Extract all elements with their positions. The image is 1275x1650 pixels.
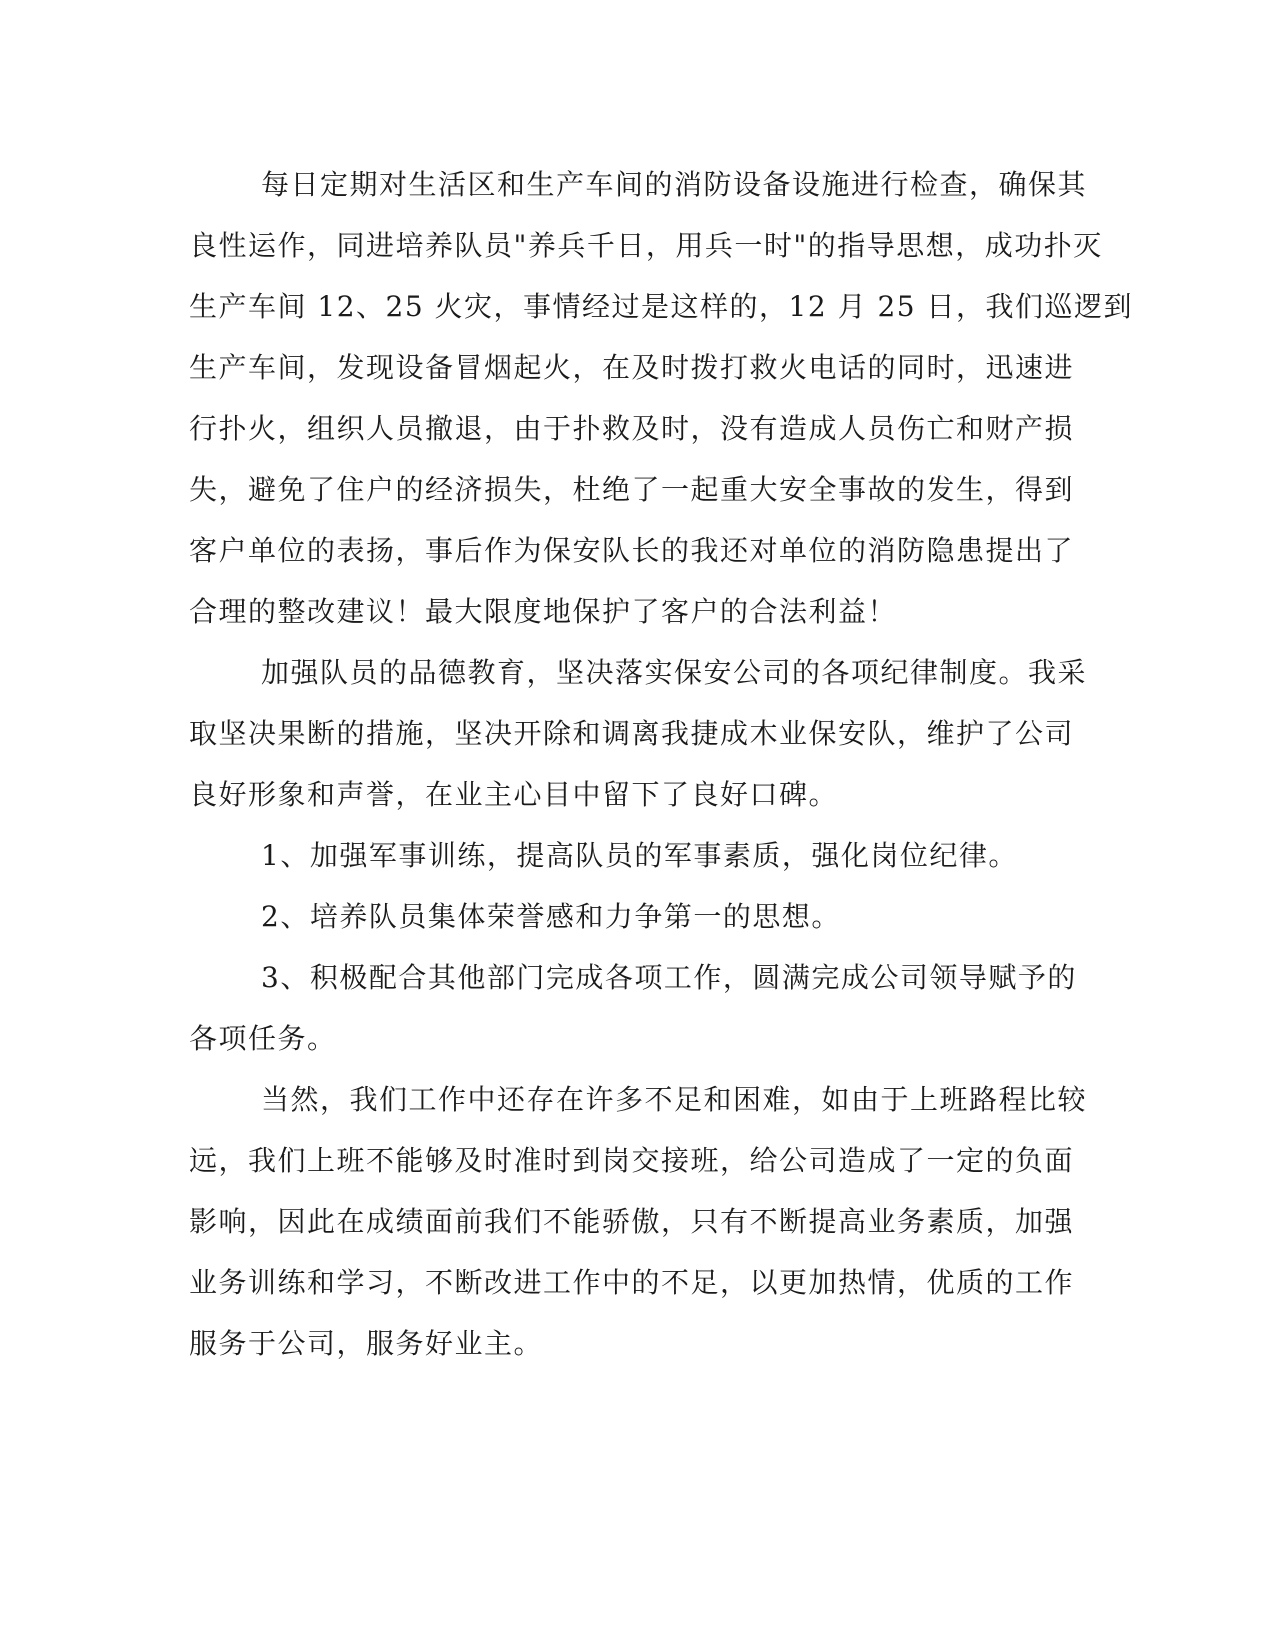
text-line: 当然，我们工作中还存在许多不足和困难，如由于上班路程比较 [261, 1083, 1088, 1116]
text-line: 生产车间，发现设备冒烟起火，在及时拨打救火电话的同时，迅速进 [189, 351, 1075, 384]
text-line: 业务训练和学习，不断改进工作中的不足，以更加热情，优质的工作 [189, 1266, 1075, 1299]
text-line: 失，避免了住户的经济损失，杜绝了一起重大安全事故的发生，得到 [189, 473, 1075, 506]
list-item-cooperation [189, 947, 1077, 1069]
text-line: 合理的整改建议！最大限度地保护了客户的合法利益！ [189, 595, 898, 628]
text-line: 取坚决果断的措施，坚决开除和调离我捷成木业保安队，维护了公司 [189, 717, 1075, 750]
text-line: 客户单位的表扬，事后作为保安队长的我还对单位的消防隐患提出了 [189, 534, 1075, 567]
text-line: 良好形象和声誉，在业主心目中留下了良好口碑。 [189, 778, 839, 811]
text-line: 生产车间 12、25 火灾，事情经过是这样的，12 月 25 日，我们巡逻到 [189, 290, 1134, 323]
text-line: 行扑火，组织人员撤退，由于扑救及时，没有造成人员伤亡和财产损 [189, 412, 1075, 445]
text-line: 影响，因此在成绩面前我们不能骄傲，只有不断提高业务素质，加强 [189, 1205, 1075, 1238]
text-line: 加强队员的品德教育，坚决落实保安公司的各项纪律制度。我采 [261, 656, 1088, 689]
paragraph-fire-safety [189, 154, 1134, 642]
text-line: 3、积极配合其他部门完成各项工作，圆满完成公司领导赋予的 [261, 961, 1077, 994]
list-item-military-training [189, 825, 1069, 886]
paragraph-shortcomings [189, 1069, 1088, 1374]
list-item-collective-honor [189, 886, 1069, 947]
text-line: 良性运作，同进培养队员"养兵千日，用兵一时"的指导思想，成功扑灭 [189, 229, 1103, 262]
text-line: 服务于公司，服务好业主。 [189, 1327, 544, 1360]
text-line: 1、加强军事训练，提高队员的军事素质，强化岗位纪律。 [261, 839, 1018, 872]
text-line: 每日定期对生活区和生产车间的消防设备设施进行检查，确保其 [261, 168, 1088, 201]
paragraph-moral-education [189, 642, 1088, 825]
text-line: 2、培养队员集体荣誉感和力争第一的思想。 [261, 900, 841, 933]
document-body [189, 154, 1134, 1374]
text-line: 各项任务。 [189, 1022, 337, 1055]
text-line: 远，我们上班不能够及时准时到岗交接班，给公司造成了一定的负面 [189, 1144, 1075, 1177]
